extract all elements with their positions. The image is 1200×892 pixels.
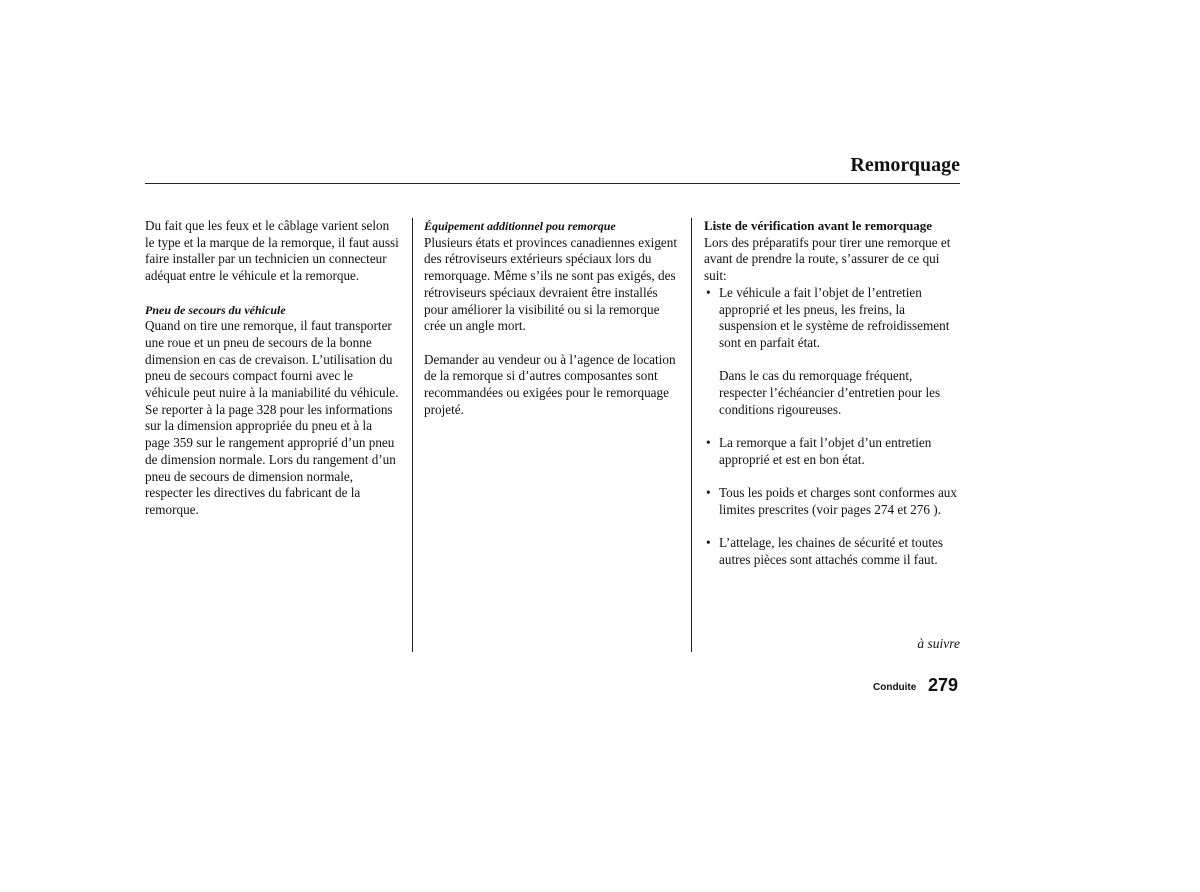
column-divider-2 — [691, 218, 692, 652]
col1-paragraph-1: Du fait que les feux et le câblage varient selon le type et la marque de la remorque, il faut aussi faire installer par un technicien un connecteur adéquat entre le véhicule et la remorque. — [145, 218, 399, 284]
col1-paragraph-2: Quand on tire une remorque, il faut transporter une roue et un pneu de secours de la bonne dimension en cas de crevaison. L’utilisation du pneu de secours compact fourni avec le véhicule peut nuire à la maniabilité du véhicule. Se reporter à la page 328 pour les informations sur la dimension appropriée du pneu et à la page 359 sur le rangement approprié d’un pneu de dimension normale. Lors du rangement d’un pneu de secours de dimension normale, respecter les directives du fabricant de la remorque. — [145, 318, 399, 517]
checklist-heading: Liste de vérification avant le remorquage — [704, 218, 933, 233]
checklist-item — [704, 485, 962, 518]
footer-section-name: Conduite — [873, 682, 917, 693]
checklist-item-text: L’attelage, les chaines de sécurité et toutes autres pièces sont attachés comme il faut. — [719, 535, 943, 567]
column-divider-1 — [412, 218, 413, 652]
column-3 — [704, 218, 962, 569]
column-2 — [424, 218, 682, 418]
bullet-dot: • — [706, 284, 711, 300]
bullet-dot: • — [706, 485, 711, 501]
checklist-item-text: Le véhicule a fait l’objet de l’entretien approprié et les pneus, les freins, la suspension et le système de refroidissement sont en parfait état. — [719, 284, 950, 350]
col1-subtitle: Pneu de secours du véhicule — [145, 302, 286, 317]
checklist-item — [704, 435, 962, 468]
checklist-item-note: Dans le cas du remorquage fréquent, respecter l’échéancier d’entretien pour les conditions rigoureuses. — [719, 368, 941, 417]
col2-paragraph-1: Plusieurs états et provinces canadiennes exigent des rétroviseurs extérieurs spéciaux lors du remorquage. Même s’ils ne sont pas exigés, des rétroviseurs spéciaux devraient être installés pour améliorer la visibilité ou si la remorque crée un angle mort. — [424, 234, 678, 334]
checklist-item-text: Tous les poids et charges sont conformes aux limites prescrites (voir pages 274 et 276 ). — [719, 485, 957, 517]
column-1 — [145, 218, 400, 519]
col2-subtitle: Équipement additionnel pou remorque — [424, 219, 616, 233]
page-title: Remorquage — [850, 154, 960, 176]
checklist-item-text: La remorque a fait l’objet d’un entretien approprié et est en bon état. — [719, 435, 932, 467]
bullet-dot: • — [706, 435, 711, 451]
header-rule — [145, 183, 960, 184]
page-number: 279 — [928, 675, 959, 695]
col2-paragraph-2: Demander au vendeur ou à l’agence de location de la remorque si d’autres composantes sont recommandées ou exigées pour le remorquage projeté. — [424, 351, 676, 417]
checklist-item — [704, 535, 962, 568]
checklist-item — [704, 285, 962, 352]
continued-label: à suivre — [917, 636, 960, 651]
checklist-intro: Lors des préparatifs pour tirer une remorque et avant de prendre la route, s’assurer de ce qui suit: — [704, 234, 951, 284]
bullet-dot: • — [706, 535, 711, 551]
